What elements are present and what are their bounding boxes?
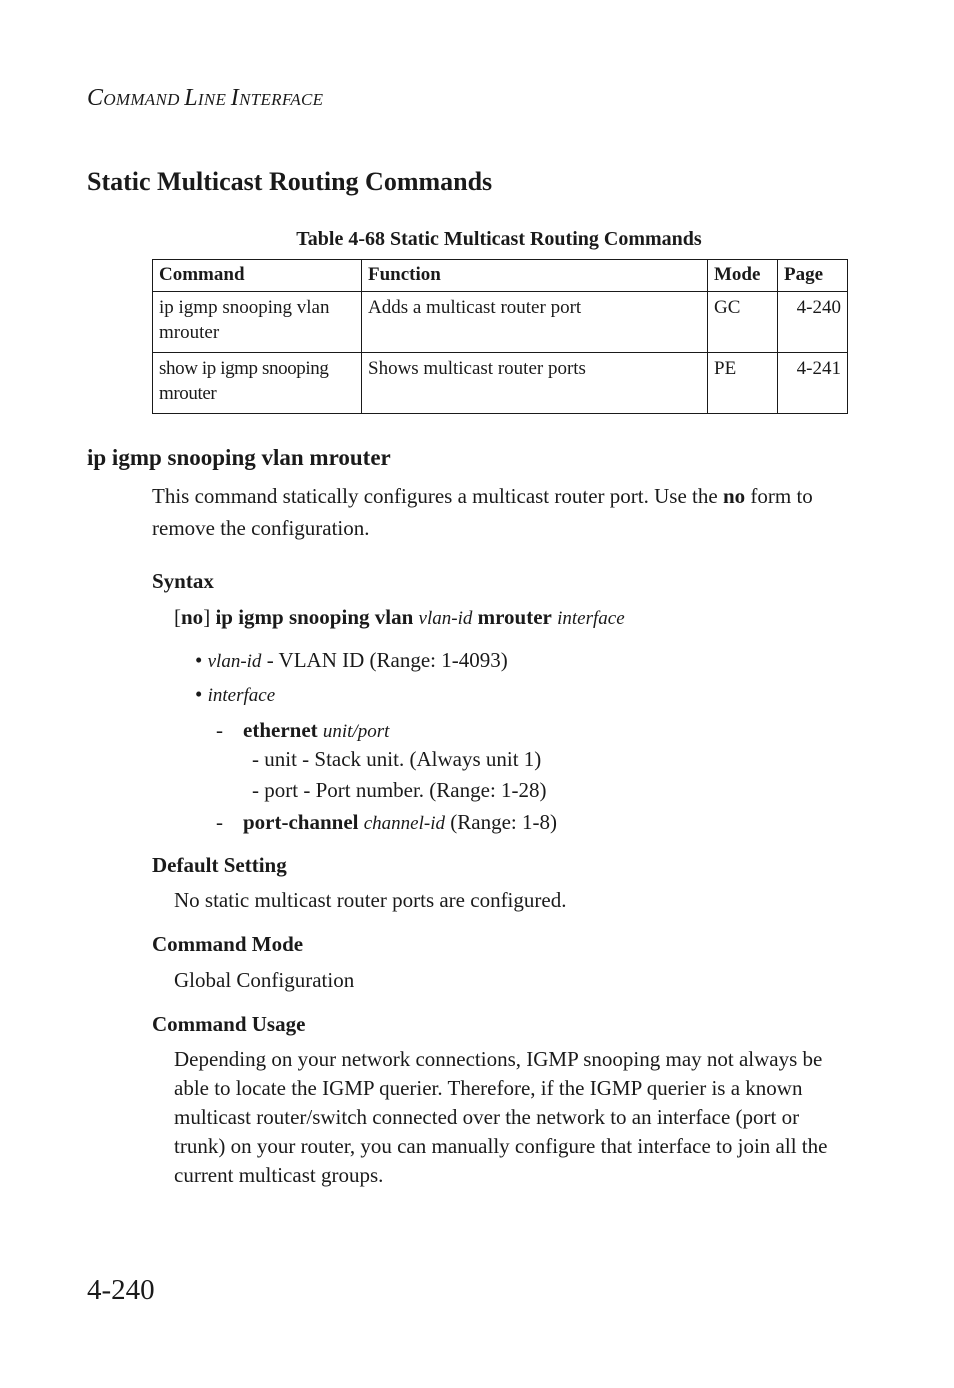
ethernet-port-note: - port - Port number. (Range: 1-28) <box>252 778 547 802</box>
option-ethernet: - ethernet unit/port <box>216 718 390 742</box>
command-mode-text: Global Configuration <box>174 968 355 992</box>
cell-mode: GC <box>708 292 778 353</box>
command-description: This command statically configures a multicast router port. Use the no form to remove the configuration. <box>152 484 813 540</box>
header-command: Command <box>153 260 362 292</box>
syntax-line: [no] ip igmp snooping vlan vlan-id mrouter interface <box>174 605 625 629</box>
param-vlan-id: • vlan-id - VLAN ID (Range: 1-4093) <box>195 648 508 672</box>
default-setting-text: No static multicast router ports are configured. <box>174 888 567 912</box>
table-header-row <box>153 260 848 292</box>
default-setting-heading: Default Setting <box>152 853 287 877</box>
cell-command: ip igmp snooping vlan mrouter <box>153 292 362 353</box>
table-row <box>153 292 848 353</box>
header-function: Function <box>362 260 708 292</box>
header-page: Page <box>778 260 848 292</box>
cell-function: Adds a multicast router port <box>362 292 708 353</box>
section-title: Static Multicast Routing Commands <box>87 167 493 196</box>
page-number: 4-240 <box>87 1274 155 1306</box>
command-usage-heading: Command Usage <box>152 1012 306 1036</box>
ethernet-unit-note: - unit - Stack unit. (Always unit 1) <box>252 747 542 771</box>
running-header: COMMAND LINE INTERFACE <box>87 85 324 111</box>
commands-table <box>152 259 848 414</box>
cell-mode: PE <box>708 353 778 414</box>
cell-command: show ip igmp snooping mrouter <box>153 353 362 414</box>
table-row <box>153 353 848 414</box>
command-title: ip igmp snooping vlan mrouter <box>87 445 391 470</box>
header-mode: Mode <box>708 260 778 292</box>
param-interface: • interface <box>195 682 276 706</box>
cell-page: 4-241 <box>778 353 848 414</box>
command-mode-heading: Command Mode <box>152 932 304 956</box>
cell-page: 4-240 <box>778 292 848 353</box>
table-caption: Table 4-68 Static Multicast Routing Commands <box>296 228 702 250</box>
command-usage-text: Depending on your network connections, IGMP snooping may not always be able to locate the IGMP querier. Therefore, if the IGMP querier is a known multicast router/switch connected over the network to an interface (port or trunk) on your router, you can manually configure that interface to join all the current multicast groups. <box>174 1047 828 1187</box>
syntax-heading: Syntax <box>152 569 214 593</box>
option-port-channel: - port-channel channel-id (Range: 1-8) <box>216 810 557 834</box>
cell-function: Shows multicast router ports <box>362 353 708 414</box>
